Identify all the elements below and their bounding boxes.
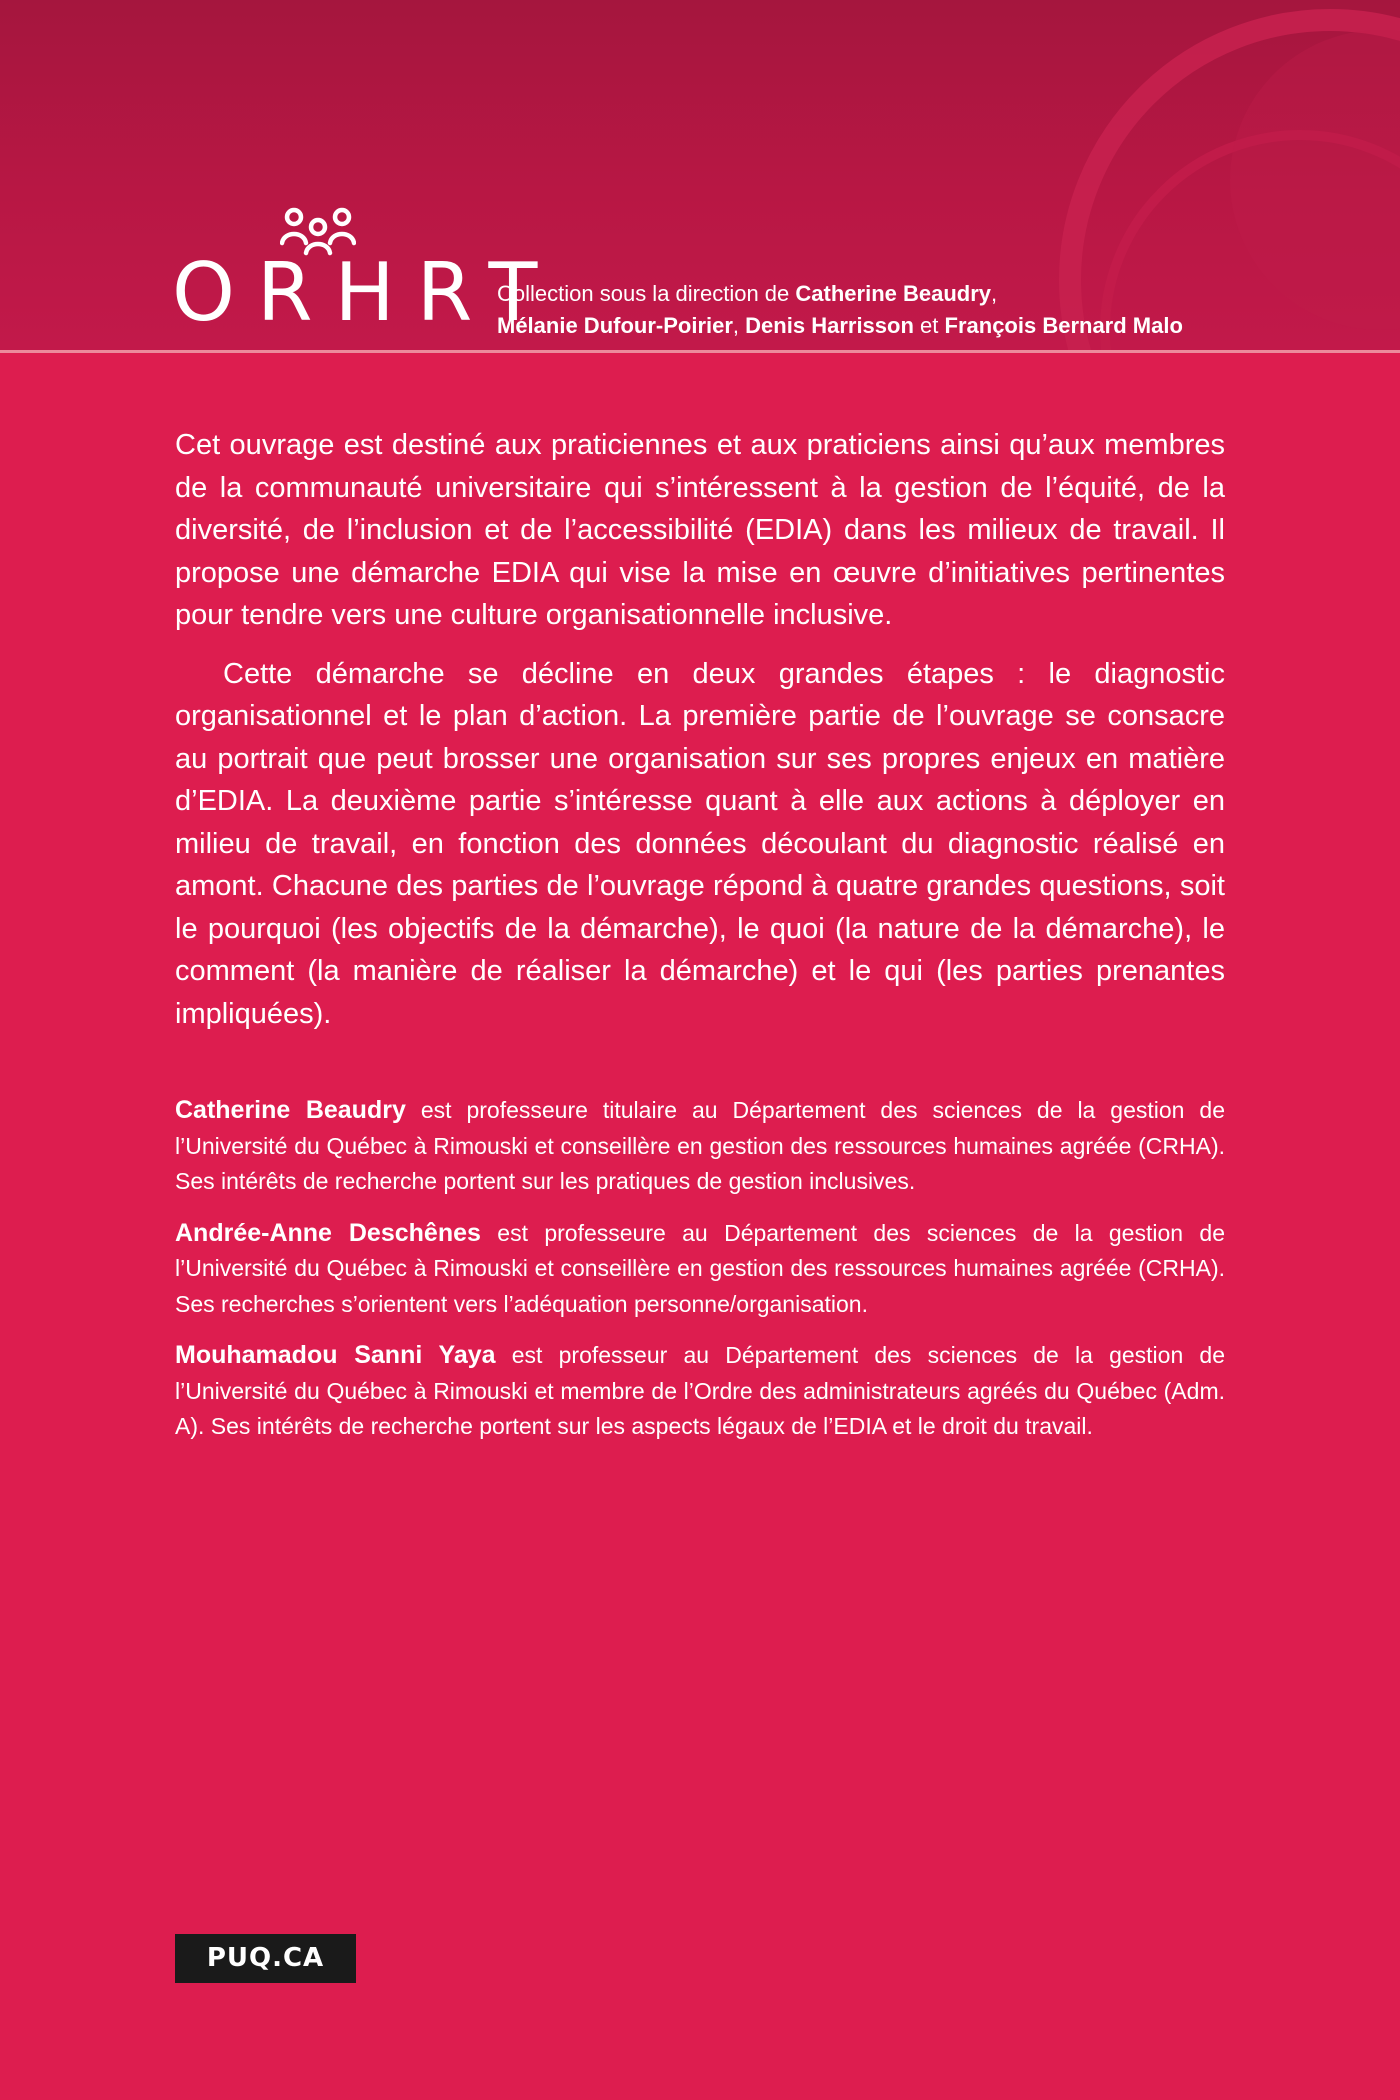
author-bio bbox=[175, 1093, 1225, 1200]
author-name: Mouhamadou Sanni Yaya bbox=[175, 1341, 496, 1369]
author-name: Catherine Beaudry bbox=[175, 1096, 406, 1124]
author-description: est professeure au Département des sciences de la gestion de l’Université du Québec à Rimouski et conseillère en gestion des ressources humaines agréée (CRHA). Ses recherches s’orientent vers l’adéquation personne/organisation. bbox=[175, 1219, 1226, 1317]
orhrt-logo-text: ORHRT bbox=[172, 246, 560, 339]
collection-credits bbox=[497, 278, 1337, 342]
header-divider bbox=[0, 350, 1400, 353]
director-name: Denis Harrisson bbox=[745, 313, 914, 338]
author-description: est professeur au Département des sciences de la gestion de l’Université du Québec à Rimouski et membre de l’Ordre des administrateurs agréés du Québec (Adm. A). Ses intérêts de recherche portent sur les aspects légaux de l’EDIA et le droit du travail. bbox=[175, 1342, 1226, 1439]
back-cover-content bbox=[175, 424, 1225, 1461]
director-name: Mélanie Dufour-Poirier bbox=[497, 313, 733, 338]
author-bio bbox=[175, 1338, 1225, 1445]
summary-paragraph: Cette démarche se décline en deux grandes étapes : le diagnostic organisationnel et le plan d’action. La première partie de l’ouvrage se consacre au portrait que peut brosser une organisation sur ses propres enjeux en matière d’EDIA. La deuxième partie s’intéresse quant à elle aux actions à déployer en milieu de travail, en fonction des données découlant du diagnostic réalisé en amont. Chacune des parties de l’ouvrage répond à quatre grandes questions, soit le pourquoi (les objectifs de la démarche), le quoi (la nature de la démarche), le comment (la manière de réaliser la démarche) et le qui (les parties prenantes impliquées). bbox=[175, 657, 1225, 1030]
author-bios bbox=[175, 1093, 1225, 1445]
publisher-badge: PUQ.CA bbox=[175, 1934, 356, 1983]
separator: , bbox=[732, 313, 740, 338]
director-name: Catherine Beaudry bbox=[795, 281, 992, 306]
conjunction: et bbox=[920, 313, 939, 338]
director-name: François Bernard Malo bbox=[944, 313, 1183, 338]
header-band bbox=[0, 0, 1400, 350]
collection-prefix: Collection sous la direction de bbox=[497, 281, 790, 306]
author-name: Andrée-Anne Deschênes bbox=[175, 1218, 481, 1247]
author-bio bbox=[175, 1216, 1225, 1323]
author-description: est professeure titulaire au Département des sciences de la gestion de l’Université du Québec à Rimouski et conseillère en gestion des ressources humaines agréée (CRHA). Ses intérêts de recherche portent sur les pratiques de gestion inclusives. bbox=[175, 1097, 1226, 1194]
summary-paragraph: Cet ouvrage est destiné aux praticiennes et aux praticiens ainsi qu’aux membres de la communauté universitaire qui s’intéressent à la gestion de l’équité, de la diversité, de l’inclusion et de l’accessibilité (EDIA) dans les milieux de travail. Il propose une démarche EDIA qui vise la mise en œuvre d’initiatives pertinentes pour tendre vers une culture organisationnelle inclusive. bbox=[175, 429, 1225, 631]
separator: , bbox=[991, 281, 998, 306]
